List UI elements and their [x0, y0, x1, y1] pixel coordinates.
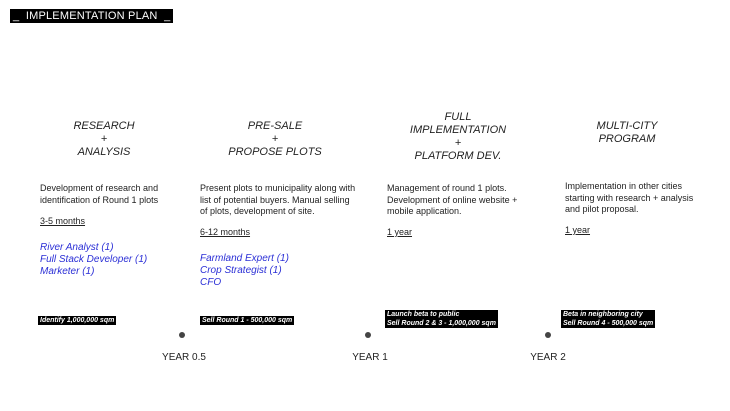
phase-description-full-implementation: Management of round 1 plots. Development of online website + mobile application. — [387, 183, 518, 216]
role-item: Full Stack Developer (1) — [40, 254, 148, 265]
role-item: Marketer (1) — [40, 266, 95, 277]
timeline-dot — [545, 332, 551, 338]
phase-roles-presale — [200, 253, 350, 289]
timeline-label-year-0-5: YEAR 0.5 — [162, 352, 206, 363]
timeline-label-year-1: YEAR 1 — [352, 352, 388, 363]
timeline-label-year-2: YEAR 2 — [530, 352, 566, 363]
section-tag: _ IMPLEMENTATION PLAN _ — [10, 9, 173, 23]
timeline-dot — [365, 332, 371, 338]
phase-title-presale: PRE-SALE + PROPOSE PLOTS — [228, 120, 322, 158]
phase-title-multi-city: MULTI-CITY PROGRAM — [596, 120, 658, 145]
phase-description-research: Development of research and identification of Round 1 plots — [40, 183, 159, 205]
phase-description-presale: Present plots to municipality along with list of potential buyers. Manual selling of plots, development of site. — [200, 183, 356, 216]
milestone-multi-city: Beta in neighboring city Sell Round 4 - 500,000 sqm — [563, 311, 654, 327]
phase-description-multi-city: Implementation in other cities starting with research + analysis and pilot proposal. — [565, 181, 694, 214]
role-item: Farmland Expert (1) — [200, 253, 289, 264]
phase-duration-multi-city: 1 year — [565, 225, 591, 235]
role-item: River Analyst (1) — [40, 242, 114, 253]
role-item: Crop Strategist (1) — [200, 265, 282, 276]
phase-duration-presale: 6-12 months — [200, 227, 251, 237]
role-item: CFO — [200, 277, 222, 288]
timeline-dot — [179, 332, 185, 338]
phase-title-research: RESEARCH + ANALYSIS — [73, 120, 135, 158]
milestone-presale: Sell Round 1 - 500,000 sqm — [202, 317, 293, 324]
milestone-full-implementation: Launch beta to public Sell Round 2 & 3 - 1,000,000 sqm — [387, 311, 496, 327]
phase-duration-full-implementation: 1 year — [387, 227, 413, 237]
milestone-research: Identify 1,000,000 sqm — [40, 317, 115, 324]
phase-title-full-implementation: FULL IMPLEMENTATION + PLATFORM DEV. — [409, 111, 507, 162]
phase-duration-research: 3-5 months — [40, 216, 86, 226]
phase-roles-research — [40, 242, 190, 278]
